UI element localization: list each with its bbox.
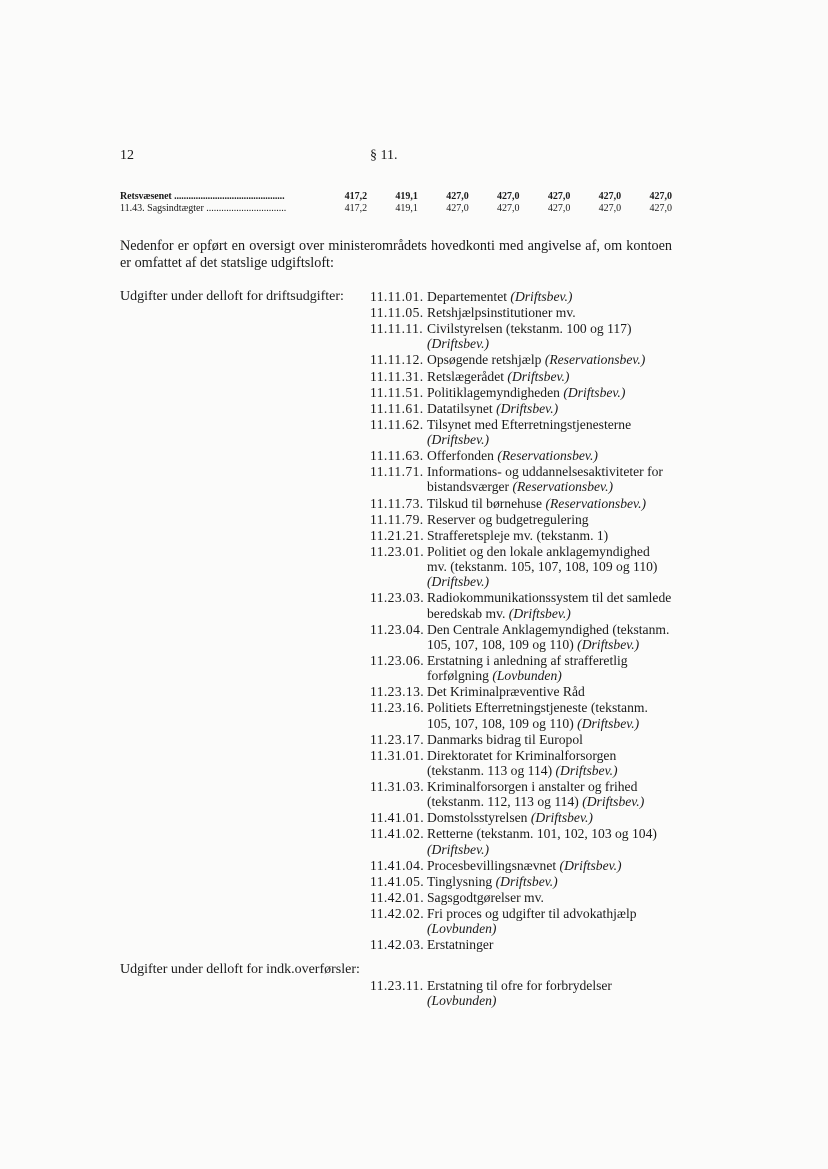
list-item	[370, 684, 672, 699]
account-title	[427, 352, 672, 367]
account-code: 11.42.02.	[370, 905, 425, 921]
account-name: Departementet	[427, 289, 508, 304]
account-title	[427, 858, 672, 873]
account-title	[427, 590, 672, 620]
account-name: Radiokommunikationssystem til det samlede beredskab mv.	[427, 590, 672, 621]
account-code: 11.41.02.	[370, 826, 425, 842]
account-title	[427, 700, 672, 730]
account-code: 11.23.04.	[370, 621, 425, 637]
account-title	[427, 401, 672, 416]
account-code: 11.23.16.	[370, 700, 425, 716]
list-item	[370, 732, 672, 747]
account-code: 11.21.21.	[370, 527, 425, 543]
account-code: 11.11.71.	[370, 464, 424, 480]
account-name: Erstatninger	[427, 937, 494, 953]
list-item	[370, 874, 672, 889]
account-code: 11.23.13.	[370, 684, 425, 700]
account-code: 11.11.01.	[370, 289, 424, 304]
account-title	[427, 417, 672, 447]
account-title	[427, 321, 672, 351]
account-title	[427, 684, 672, 699]
account-name: Direktoratet for Kriminalforsorgen (tekstanm. 113 og 114)	[427, 747, 617, 778]
account-code: 11.11.12.	[370, 352, 424, 368]
account-code: 11.11.73.	[370, 495, 424, 511]
appropriation-type: (Driftsbev.)	[555, 762, 618, 778]
account-code: 11.11.51.	[370, 384, 424, 400]
intro-paragraph: Nedenfor er opført en oversigt over ministerområdets hovedkonti med angivelse af, om kontoen er omfattet af det statslige udgiftsloft:	[120, 238, 672, 271]
list-item	[370, 858, 672, 873]
account-code: 11.11.62.	[370, 416, 424, 432]
list-item	[370, 305, 672, 320]
list-item	[370, 448, 672, 463]
list-item	[370, 464, 672, 494]
row-label: 11.43. Sagsindtægter ................................	[120, 203, 287, 214]
account-title	[427, 937, 672, 952]
list-item	[370, 321, 672, 351]
appropriation-type: (Driftsbev.)	[427, 336, 490, 352]
account-list-driftsudgifter	[370, 289, 672, 953]
account-title	[427, 906, 672, 936]
list-item	[370, 826, 672, 856]
list-item	[370, 512, 672, 527]
account-name: Retterne (tekstanm. 101, 102, 103 og 104)	[427, 826, 657, 842]
account-title	[427, 622, 672, 652]
appropriation-type: (Driftsbev.)	[507, 368, 570, 384]
account-name: Erstatning til ofre for forbrydelser	[427, 978, 612, 993]
list-item	[370, 590, 672, 620]
appropriation-type: (Driftsbev.)	[427, 574, 490, 590]
account-name: Domstolsstyrelsen	[427, 810, 528, 826]
account-code: 11.42.01.	[370, 889, 425, 905]
list-item	[370, 496, 672, 511]
table-cell: 427,0	[649, 203, 672, 214]
account-code: 11.41.05.	[370, 873, 425, 889]
account-title	[427, 810, 672, 825]
group-label-driftsudgifter: Udgifter under delloft for driftsudgifter:	[120, 289, 344, 304]
table-row	[120, 203, 672, 215]
appropriation-type: (Driftsbev.)	[510, 289, 573, 304]
list-item	[370, 528, 672, 543]
table-row	[120, 191, 672, 203]
account-name: Sagsgodtgørelser mv.	[427, 889, 544, 905]
appropriation-type: (Driftsbev.)	[530, 810, 593, 826]
account-code: 11.11.61.	[370, 400, 424, 416]
appropriation-type: (Driftsbev.)	[563, 384, 626, 400]
account-name: Datatilsynet	[427, 400, 493, 416]
row-label: Retsvæsenet ..............................................	[120, 191, 285, 202]
list-item	[370, 289, 672, 304]
list-item	[370, 653, 672, 683]
list-item	[370, 978, 672, 1008]
account-code: 11.23.17.	[370, 731, 425, 747]
account-title	[427, 385, 672, 400]
account-title	[427, 512, 672, 527]
account-name: Politiets Efterretningstjeneste (tekstanm. 105, 107, 108, 109 og 110)	[427, 700, 648, 731]
appropriation-type: (Driftsbev.)	[496, 400, 559, 416]
account-name: Fri proces og udgifter til advokathjælp	[427, 905, 637, 921]
account-name: Reserver og budgetregulering	[427, 511, 589, 527]
account-name: Civilstyrelsen (tekstanm. 100 og 117)	[427, 321, 632, 337]
account-title	[427, 528, 672, 543]
account-title	[427, 448, 672, 463]
appropriation-type: (Driftsbev.)	[495, 873, 558, 889]
list-item	[370, 622, 672, 652]
account-name: Politiet og den lokale anklagemyndighed mv. (tekstanm. 105, 107, 108, 109 og 110)	[427, 543, 658, 575]
account-title	[427, 544, 672, 590]
account-title	[427, 748, 672, 778]
section-heading: § 11.	[370, 148, 398, 163]
account-title	[427, 826, 672, 856]
table-cell: 419,1	[395, 203, 418, 214]
account-list-indkomstoverforsler	[370, 978, 672, 1009]
account-name: Tilsynet med Efterretningstjenesterne	[427, 416, 632, 432]
list-item	[370, 352, 672, 367]
account-code: 11.23.11.	[370, 978, 424, 993]
account-code: 11.11.05.	[370, 305, 424, 321]
account-code: 11.41.04.	[370, 857, 425, 873]
account-title	[427, 732, 672, 747]
account-title	[427, 653, 672, 683]
account-code: 11.31.01.	[370, 747, 425, 763]
table-cell: 427,0	[446, 203, 469, 214]
table-cell: 427,0	[497, 203, 520, 214]
account-title	[427, 890, 672, 905]
table-cell: 427,0	[547, 203, 571, 214]
account-title	[427, 289, 672, 304]
appropriation-type: (Lovbunden)	[427, 921, 497, 937]
table-cell: 417,2	[344, 203, 368, 214]
list-item	[370, 890, 672, 905]
financial-table	[120, 191, 672, 215]
account-name: Kriminalforsorgen i anstalter og frihed (tekstanm. 112, 113 og 114)	[427, 779, 638, 810]
account-code: 11.42.03.	[370, 937, 425, 953]
list-item	[370, 700, 672, 730]
account-name: Informations- og uddannelsesaktiviteter for bistandsværger	[427, 464, 663, 495]
appropriation-type: (Driftsbev.)	[427, 432, 490, 448]
list-item	[370, 810, 672, 825]
list-item	[370, 401, 672, 416]
list-item	[370, 906, 672, 936]
appropriation-type: (Driftsbev.)	[559, 857, 622, 873]
account-name: Erstatning i anledning af strafferetlig forfølgning	[427, 652, 628, 684]
appropriation-type: (Lovbunden)	[427, 993, 497, 1009]
list-item	[370, 417, 672, 447]
account-name: Tilskud til børnehuse	[427, 495, 543, 511]
account-code: 11.23.06.	[370, 652, 425, 668]
table-cell: 427,0	[547, 191, 571, 202]
table-cell: 427,0	[649, 191, 672, 202]
appropriation-type: (Driftsbev.)	[577, 715, 640, 731]
table-cell: 427,0	[598, 203, 622, 214]
account-code: 11.31.03.	[370, 779, 425, 794]
table-cell: 427,0	[446, 191, 469, 202]
account-name: Offerfonden	[427, 448, 494, 464]
list-item	[370, 544, 672, 590]
account-name: Retslægerådet	[427, 368, 505, 384]
account-title	[427, 496, 672, 511]
list-item	[370, 937, 672, 952]
account-code: 11.23.03.	[370, 590, 425, 606]
table-cell: 427,0	[598, 191, 622, 202]
account-name: Retshjælpsinstitutioner mv.	[427, 305, 576, 321]
table-cell: 427,0	[497, 191, 520, 202]
list-item	[370, 385, 672, 400]
account-title	[427, 874, 672, 889]
account-code: 11.11.63.	[370, 448, 424, 464]
list-item	[370, 748, 672, 778]
account-title	[427, 779, 672, 809]
account-name: Opsøgende retshjælp	[427, 352, 542, 368]
account-name: Strafferetspleje mv. (tekstanm. 1)	[427, 527, 609, 543]
account-code: 11.11.79.	[370, 511, 424, 527]
table-cell: 417,2	[344, 191, 368, 202]
appropriation-type: (Reservationsbev.)	[512, 479, 613, 495]
account-code: 11.11.11.	[370, 321, 424, 337]
account-name: Det Kriminalpræventive Råd	[427, 684, 585, 700]
account-title	[427, 305, 672, 320]
appropriation-type: (Reservationsbev.)	[497, 448, 598, 464]
account-code: 11.41.01.	[370, 810, 425, 826]
account-code: 11.23.01.	[370, 543, 425, 559]
appropriation-type: (Lovbunden)	[492, 668, 562, 684]
list-item	[370, 369, 672, 384]
appropriation-type: (Driftsbev.)	[582, 794, 645, 810]
account-title	[427, 978, 672, 1008]
page-number: 12	[120, 148, 134, 163]
account-title	[427, 464, 672, 494]
account-name: Den Centrale Anklagemyndighed (tekstanm. 105, 107, 108, 109 og 110)	[427, 621, 670, 652]
group-label-indkomstoverforsler: Udgifter under delloft for indk.overførsler:	[120, 962, 360, 977]
account-name: Procesbevillingsnævnet	[427, 857, 557, 873]
account-name: Tinglysning	[427, 873, 493, 889]
appropriation-type: (Reservationsbev.)	[544, 352, 646, 368]
appropriation-type: (Driftsbev.)	[577, 636, 640, 652]
account-title	[427, 369, 672, 384]
account-code: 11.11.31.	[370, 368, 424, 384]
list-item	[370, 779, 672, 809]
appropriation-type: (Driftsbev.)	[427, 841, 490, 857]
account-name: Politiklagemyndigheden	[427, 384, 560, 400]
appropriation-type: (Driftsbev.)	[508, 605, 571, 621]
appropriation-type: (Reservationsbev.)	[545, 495, 646, 511]
account-name: Danmarks bidrag til Europol	[427, 731, 583, 747]
table-cell: 419,1	[395, 191, 418, 202]
